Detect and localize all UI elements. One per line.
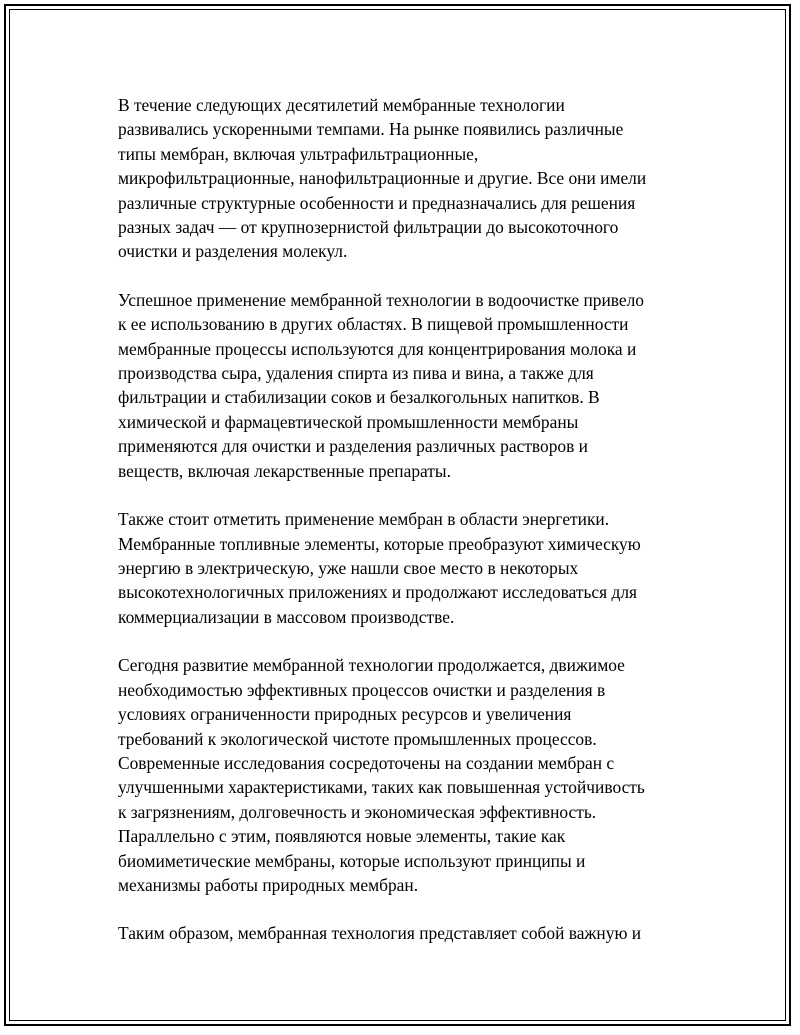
paragraph-1: [118, 93, 688, 264]
text-line: фильтрации и стабилизации соков и безалкогольных напитков. В: [118, 387, 600, 408]
text-line: развивались ускоренными темпами. На рынке появились различные: [118, 119, 624, 140]
text-line: производства сыра, удаления спирта из пива и вина, а также для: [118, 363, 594, 384]
text-line: очистки и разделения молекул.: [118, 241, 348, 262]
text-line: химической и фармацевтической промышленности мембраны: [118, 411, 579, 432]
text-line: Современные исследования сосредоточены на создании мембран с: [118, 752, 615, 773]
text-line: веществ, включая лекарственные препараты.: [118, 460, 451, 481]
text-line: Мембранные топливные элементы, которые преобразуют химическую: [118, 533, 641, 554]
paragraph-5: [118, 921, 688, 945]
paragraph-3: [118, 507, 688, 629]
text-line: условиях ограниченности природных ресурсов и увеличения: [118, 704, 572, 725]
text-line: коммерциализации в массовом производстве.: [118, 606, 455, 627]
text-line: Параллельно с этим, появляются новые элементы, такие как: [118, 826, 566, 847]
text-line: высокотехнологичных приложениях и продолжают исследоваться для: [118, 582, 638, 603]
text-line: В течение следующих десятилетий мембранные технологии: [118, 95, 565, 115]
text-line: разных задач — от крупнозернистой фильтрации до высокоточного: [118, 216, 619, 237]
text-line: применяются для очистки и разделения различных растворов и: [118, 436, 588, 457]
paragraph-4: [118, 653, 688, 897]
text-line: Таким образом, мембранная технология представляет собой важную и: [118, 923, 642, 944]
text-line: типы мембран, включая ультрафильтрационные,: [118, 143, 479, 164]
text-line: требований к экологической чистоте промышленных процессов.: [118, 728, 597, 749]
text-line: Сегодня развитие мембранной технологии продолжается, движимое: [118, 655, 625, 676]
text-line: Успешное применение мембранной технологии в водоочистке привело: [118, 289, 644, 310]
text-line: Также стоит отметить применение мембран в области энергетики.: [118, 509, 610, 530]
text-line: микрофильтрационные, нанофильтрационные и другие. Все они имели: [118, 168, 647, 189]
text-line: различные структурные особенности и предназначались для решения: [118, 192, 636, 213]
text-line: механизмы работы природных мембран.: [118, 874, 419, 895]
text-line: необходимостью эффективных процессов очистки и разделения в: [118, 679, 606, 700]
text-line: мембранные процессы используются для концентрирования молока и: [118, 338, 637, 359]
text-line: к ее использованию в других областях. В пищевой промышленности: [118, 314, 629, 335]
text-line: улучшенными характеристиками, таких как повышенная устойчивость: [118, 777, 645, 798]
text-line: биомиметические мембраны, которые используют принципы и: [118, 850, 586, 871]
text-line: энергию в электрическую, уже нашли свое место в некоторых: [118, 558, 579, 579]
document-body: [118, 93, 688, 970]
text-line: к загрязнениям, долговечность и экономическая эффективность.: [118, 801, 597, 822]
paragraph-2: [118, 288, 688, 483]
